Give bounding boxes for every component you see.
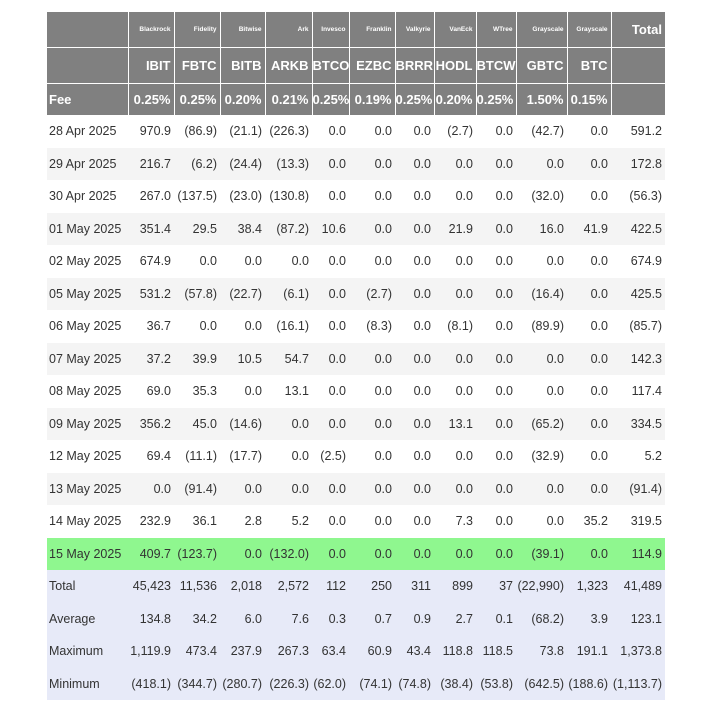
summary-value: 2,572 (265, 570, 312, 603)
row-date: 07 May 2025 (47, 343, 128, 376)
flow-value: 216.7 (128, 148, 174, 181)
summary-value: 2.7 (434, 603, 476, 636)
flow-value: 69.0 (146, 384, 171, 399)
flow-value: 0.0 (434, 538, 476, 571)
row-date: 05 May 2025 (47, 278, 128, 311)
summary-value: 118.8 (434, 635, 476, 668)
table-row (47, 505, 665, 538)
summary-value: 43.4 (395, 635, 434, 668)
summary-value: 0.3 (312, 603, 349, 636)
fee-value: 0.25% (395, 84, 434, 116)
flow-value: 0.0 (455, 254, 473, 269)
flow-value: (87.2) (265, 213, 312, 246)
flow-value: 36.7 (146, 319, 171, 334)
flow-value: 0.0 (476, 148, 516, 181)
table-row (47, 115, 665, 148)
flow-value: (32.9) (531, 449, 564, 464)
flow-value: (6.1) (265, 278, 312, 311)
issuer-label: Grayscale (516, 12, 567, 48)
summary-total: (1,113.7) (611, 668, 665, 701)
flow-value: 0.0 (476, 278, 516, 311)
summary-value: (53.8) (476, 668, 516, 701)
flow-value: (137.5) (177, 189, 217, 204)
flow-value: 0.0 (476, 408, 516, 441)
flow-value: 0.0 (434, 473, 476, 506)
flow-value: 409.7 (128, 538, 174, 571)
fee-value: 0.25% (128, 84, 174, 116)
summary-value: 899 (434, 570, 476, 603)
flow-value: 0.0 (349, 408, 395, 441)
summary-value: 7.6 (265, 603, 312, 636)
flow-value: (2.7) (349, 278, 395, 311)
flow-value: 0.0 (476, 213, 516, 246)
flow-value: 0.0 (395, 343, 434, 376)
issuer-label: WTree (476, 12, 516, 48)
row-date: 28 Apr 2025 (49, 124, 117, 139)
flow-value: 0.0 (590, 124, 608, 139)
flow-value: (21.1) (229, 124, 262, 139)
flow-value: 0.0 (590, 384, 608, 399)
flow-value: 0.0 (291, 254, 309, 269)
flow-value: 0.0 (312, 343, 349, 376)
fee-value: 0.25% (476, 84, 516, 116)
flow-value: 0.0 (567, 538, 611, 571)
issuer-label: Invesco (312, 12, 349, 48)
flow-value: 0.0 (312, 278, 349, 311)
summary-value: 60.9 (349, 635, 395, 668)
flow-value: 29.5 (174, 213, 220, 246)
flow-value: 36.1 (192, 514, 217, 529)
summary-value: 250 (349, 570, 395, 603)
issuer-label: Valkyrie (395, 12, 434, 48)
row-total: 142.3 (611, 343, 665, 376)
summary-row (47, 635, 665, 668)
summary-value: 191.1 (567, 635, 611, 668)
flow-value: 0.0 (312, 538, 349, 571)
flow-value: (39.1) (516, 538, 567, 571)
flow-value: 0.0 (291, 449, 309, 464)
flow-value: 38.4 (220, 213, 265, 246)
flow-value: (226.3) (269, 124, 309, 139)
flow-value: 0.0 (374, 449, 392, 464)
flow-value: 0.0 (312, 148, 349, 181)
header-corner (47, 12, 128, 48)
summary-value: 63.4 (312, 635, 349, 668)
flow-value: 54.7 (265, 343, 312, 376)
flow-value: 0.0 (395, 278, 434, 311)
summary-row (47, 668, 665, 701)
flow-value: 0.0 (590, 449, 608, 464)
flow-value: 0.0 (265, 408, 312, 441)
flow-value: 0.0 (413, 514, 431, 529)
flow-value: 0.0 (265, 473, 312, 506)
flow-value: (24.4) (220, 148, 265, 181)
fee-spacer (611, 84, 665, 116)
table-row (47, 310, 665, 343)
highlighted-row (47, 538, 665, 571)
flow-value: 0.0 (328, 514, 346, 529)
flow-value: (132.0) (265, 538, 312, 571)
summary-row (47, 603, 665, 636)
header-spacer (611, 48, 665, 84)
flow-value: (57.8) (174, 278, 220, 311)
ticker-header-row (47, 48, 665, 84)
table-row (47, 148, 665, 181)
row-date: 13 May 2025 (47, 473, 128, 506)
summary-value: (62.0) (312, 668, 349, 701)
flow-value: 0.0 (413, 254, 431, 269)
issuer-label: Ark (265, 12, 312, 48)
flow-value: 10.5 (220, 343, 265, 376)
flow-value: (23.0) (229, 189, 262, 204)
flow-value: 0.0 (495, 124, 513, 139)
flow-value: 531.2 (128, 278, 174, 311)
flow-value: 0.0 (434, 343, 476, 376)
issuer-label: Grayscale (567, 12, 611, 48)
flow-value: 0.0 (434, 148, 476, 181)
table-row (47, 245, 665, 278)
issuer-label: Bitwise (220, 12, 265, 48)
row-total: 319.5 (630, 514, 662, 529)
ticker-label: BRRR (395, 48, 434, 84)
fee-label: Fee (47, 84, 128, 116)
flow-value: 0.0 (413, 319, 431, 334)
summary-value: 34.2 (174, 603, 220, 636)
row-total: (56.3) (629, 189, 662, 204)
row-date: 15 May 2025 (47, 538, 128, 571)
flow-value: (2.5) (320, 449, 346, 464)
flow-value: (16.4) (516, 278, 567, 311)
summary-value: (74.1) (349, 668, 395, 701)
flow-value: 0.0 (546, 384, 564, 399)
summary-total: 41,489 (611, 570, 665, 603)
flow-value: 0.0 (516, 473, 567, 506)
issuer-label: Fidelity (174, 12, 220, 48)
flow-value: 0.0 (328, 124, 346, 139)
flow-value: (14.6) (220, 408, 265, 441)
summary-value: (226.3) (265, 668, 312, 701)
summary-value: 37 (476, 570, 516, 603)
summary-value: 118.5 (476, 635, 516, 668)
issuer-label: Franklin (349, 12, 395, 48)
issuer-label: Blackrock (128, 12, 174, 48)
row-total: 172.8 (611, 148, 665, 181)
flow-value: 0.0 (455, 384, 473, 399)
flow-value: 0.0 (328, 319, 346, 334)
flow-value: (8.3) (366, 319, 392, 334)
ticker-label: FBTC (174, 48, 220, 84)
flow-value: 0.0 (395, 213, 434, 246)
summary-value: 1,119.9 (128, 635, 174, 668)
flow-value: 0.0 (395, 538, 434, 571)
summary-value: (68.2) (516, 603, 567, 636)
fee-value: 0.20% (434, 84, 476, 116)
flow-value: 0.0 (199, 254, 217, 269)
ticker-label: BTCO (312, 48, 349, 84)
flow-value: 0.0 (516, 343, 567, 376)
flow-value: 0.0 (374, 514, 392, 529)
flow-value: 5.2 (291, 514, 309, 529)
summary-value: 2,018 (220, 570, 265, 603)
row-date: 12 May 2025 (49, 449, 122, 464)
row-total: 334.5 (611, 408, 665, 441)
fee-value: 0.21% (265, 84, 312, 116)
ticker-label: BTCW (476, 48, 516, 84)
row-total: (85.7) (629, 319, 662, 334)
flow-value: 0.0 (395, 473, 434, 506)
flow-value: 0.0 (312, 408, 349, 441)
flow-value: (32.0) (531, 189, 564, 204)
summary-total: 1,373.8 (611, 635, 665, 668)
flow-value: 0.0 (413, 384, 431, 399)
ticker-label: EZBC (349, 48, 395, 84)
flow-value: 0.0 (328, 189, 346, 204)
flow-value: 0.0 (312, 473, 349, 506)
flow-value: 0.0 (495, 189, 513, 204)
summary-value: 134.8 (128, 603, 174, 636)
row-date: 02 May 2025 (49, 254, 122, 269)
flow-value: 0.0 (476, 473, 516, 506)
summary-value: 45,423 (128, 570, 174, 603)
ticker-label: BITB (220, 48, 265, 84)
flow-value: 0.0 (590, 189, 608, 204)
summary-value: 237.9 (220, 635, 265, 668)
flow-value: 0.0 (495, 319, 513, 334)
flow-value: 35.2 (583, 514, 608, 529)
flow-value: 0.0 (413, 189, 431, 204)
fee-value: 0.20% (220, 84, 265, 116)
flow-value: (91.4) (174, 473, 220, 506)
summary-value: 73.8 (516, 635, 567, 668)
flow-value: 13.1 (434, 408, 476, 441)
summary-label: Maximum (47, 635, 128, 668)
row-total: 5.2 (644, 449, 662, 464)
row-total: 425.5 (611, 278, 665, 311)
fee-value: 1.50% (516, 84, 567, 116)
summary-total: 123.1 (611, 603, 665, 636)
flow-value: 0.0 (349, 473, 395, 506)
table-row (47, 278, 665, 311)
flow-value: (13.3) (265, 148, 312, 181)
fee-value: 0.25% (174, 84, 220, 116)
flow-value: 970.9 (139, 124, 171, 139)
flow-value: 674.9 (139, 254, 171, 269)
flow-value: 267.0 (139, 189, 171, 204)
flow-value: 0.0 (220, 473, 265, 506)
summary-value: 6.0 (220, 603, 265, 636)
flow-value: 0.0 (395, 408, 434, 441)
row-total: 114.9 (611, 538, 665, 571)
flow-value: 356.2 (128, 408, 174, 441)
summary-value: (418.1) (128, 668, 174, 701)
flow-value: 0.0 (590, 254, 608, 269)
flow-value: 0.0 (455, 189, 473, 204)
summary-value: 1,323 (567, 570, 611, 603)
flow-value: 0.0 (220, 538, 265, 571)
flow-value: (8.1) (447, 319, 473, 334)
flow-value: 37.2 (128, 343, 174, 376)
row-total: 422.5 (611, 213, 665, 246)
flow-value: 13.1 (284, 384, 309, 399)
flow-value: 0.0 (567, 148, 611, 181)
flow-value: 0.0 (244, 384, 262, 399)
table-row (47, 408, 665, 441)
flow-value: (11.1) (185, 449, 217, 464)
fee-row (47, 84, 665, 116)
flow-value: 0.0 (244, 254, 262, 269)
flow-value: 0.0 (199, 319, 217, 334)
flow-value: 0.0 (495, 254, 513, 269)
flow-value: (89.9) (531, 319, 564, 334)
summary-value: (642.5) (516, 668, 567, 701)
summary-value: (74.8) (395, 668, 434, 701)
flow-value: 0.0 (349, 213, 395, 246)
row-total: 591.2 (630, 124, 662, 139)
summary-label: Total (47, 570, 128, 603)
row-date: 14 May 2025 (49, 514, 122, 529)
ticker-label: ARKB (265, 48, 312, 84)
flow-value: 0.0 (128, 473, 174, 506)
flow-value: (16.1) (276, 319, 309, 334)
flow-value: 0.0 (567, 473, 611, 506)
flow-value: 21.9 (434, 213, 476, 246)
summary-value: 3.9 (567, 603, 611, 636)
row-date: 06 May 2025 (49, 319, 122, 334)
table-row (47, 473, 665, 506)
table-row (47, 375, 665, 408)
flow-value: (22.7) (220, 278, 265, 311)
flow-value: 0.0 (455, 449, 473, 464)
row-date: 01 May 2025 (47, 213, 128, 246)
ticker-label: GBTC (516, 48, 567, 84)
flow-value: 351.4 (128, 213, 174, 246)
flow-value: 0.0 (374, 189, 392, 204)
table-row (47, 440, 665, 473)
flow-value: (65.2) (516, 408, 567, 441)
flow-value: (86.9) (184, 124, 217, 139)
ticker-label: BTC (567, 48, 611, 84)
flow-value: 0.0 (244, 319, 262, 334)
summary-value: 0.7 (349, 603, 395, 636)
summary-value: 267.3 (265, 635, 312, 668)
etf-flows-table (47, 12, 665, 700)
row-date: 09 May 2025 (47, 408, 128, 441)
flow-value: 35.3 (192, 384, 217, 399)
row-date: 08 May 2025 (49, 384, 122, 399)
flow-value: 0.0 (476, 343, 516, 376)
summary-value: 0.1 (476, 603, 516, 636)
flow-value: 0.0 (567, 278, 611, 311)
flow-value: (123.7) (174, 538, 220, 571)
summary-value: (38.4) (434, 668, 476, 701)
fee-value: 0.19% (349, 84, 395, 116)
flow-value: 41.9 (567, 213, 611, 246)
flow-value: 0.0 (495, 449, 513, 464)
flow-value: 0.0 (495, 514, 513, 529)
row-total: 117.4 (631, 384, 662, 399)
table-row (47, 343, 665, 376)
flow-value: 232.9 (139, 514, 171, 529)
summary-value: 473.4 (174, 635, 220, 668)
flow-value: 0.0 (434, 278, 476, 311)
summary-value: 311 (395, 570, 434, 603)
flow-value: 45.0 (174, 408, 220, 441)
flow-value: 0.0 (495, 384, 513, 399)
flow-value: 0.0 (374, 124, 392, 139)
summary-value: 0.9 (395, 603, 434, 636)
flow-value: (2.7) (447, 124, 473, 139)
flow-value: 0.0 (395, 148, 434, 181)
flow-value: 0.0 (349, 538, 395, 571)
issuer-label: VanEck (434, 12, 476, 48)
row-date: 29 Apr 2025 (47, 148, 128, 181)
summary-value: (22,990) (516, 570, 567, 603)
summary-row (47, 570, 665, 603)
flow-value: 39.9 (174, 343, 220, 376)
ticker-label: IBIT (128, 48, 174, 84)
row-total: 674.9 (630, 254, 662, 269)
flow-value: 0.0 (546, 514, 564, 529)
flow-value: 0.0 (567, 343, 611, 376)
summary-label: Average (47, 603, 128, 636)
flow-value: 0.0 (349, 343, 395, 376)
flow-value: (17.7) (229, 449, 262, 464)
total-column-header: Total (611, 12, 665, 48)
flow-value: 0.0 (374, 384, 392, 399)
flow-value: (42.7) (531, 124, 564, 139)
flow-value: 0.0 (567, 408, 611, 441)
flow-value: 0.0 (413, 124, 431, 139)
flow-value: 0.0 (476, 538, 516, 571)
flow-value: 0.0 (546, 254, 564, 269)
row-date: 30 Apr 2025 (49, 189, 117, 204)
flow-value: 0.0 (328, 384, 346, 399)
flow-value: 0.0 (590, 319, 608, 334)
table-row (47, 213, 665, 246)
flow-value: 0.0 (374, 254, 392, 269)
ticker-label: HODL (434, 48, 476, 84)
flow-value: 69.4 (146, 449, 171, 464)
summary-value: 112 (312, 570, 349, 603)
issuer-header-row (47, 12, 665, 48)
flow-value: 0.0 (516, 148, 567, 181)
summary-label: Minimum (47, 668, 128, 701)
flow-value: (130.8) (269, 189, 309, 204)
summary-value: 11,536 (174, 570, 220, 603)
summary-value: (280.7) (220, 668, 265, 701)
flow-value: 10.6 (312, 213, 349, 246)
flow-value: 16.0 (516, 213, 567, 246)
flow-value: (6.2) (174, 148, 220, 181)
table-row (47, 180, 665, 213)
flow-value: 0.0 (413, 449, 431, 464)
fee-value: 0.15% (567, 84, 611, 116)
flow-value: 2.8 (244, 514, 262, 529)
fee-value: 0.25% (312, 84, 349, 116)
summary-value: (188.6) (567, 668, 611, 701)
flow-value: 7.3 (455, 514, 473, 529)
summary-value: (344.7) (174, 668, 220, 701)
flow-value: 0.0 (328, 254, 346, 269)
header-spacer (47, 48, 128, 84)
flow-value: 0.0 (349, 148, 395, 181)
row-total: (91.4) (611, 473, 665, 506)
